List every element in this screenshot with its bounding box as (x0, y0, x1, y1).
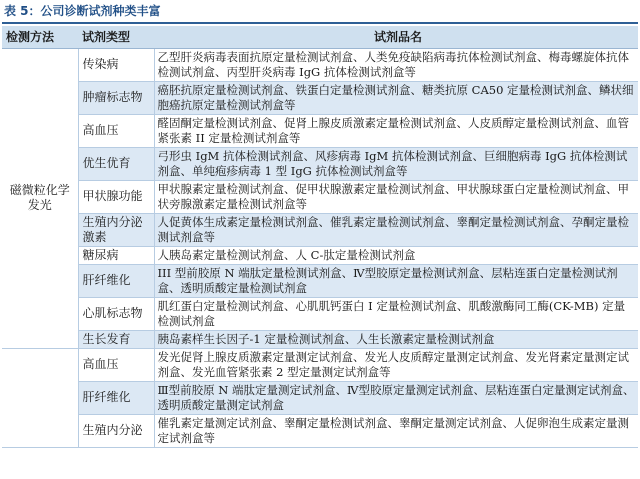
name-cell: 弓形虫 IgM 抗体检测试剂盒、风疹病毒 IgM 抗体检测试剂盒、巨细胞病毒 IgG 抗体检测试剂盒、单纯疱疹病毒 1 型 IgG 抗体检测试剂盒等 (154, 147, 638, 180)
type-cell: 生殖内分泌激素 (78, 213, 154, 246)
name-cell: 乙型肝炎病毒表面抗原定量检测试剂盒、人类免疫缺陷病毒抗体检测试剂盒、梅毒螺旋体抗体检测试剂盒、丙型肝炎病毒 IgG 抗体检测试剂盒等 (154, 48, 638, 81)
type-cell: 传染病 (78, 48, 154, 81)
table-row (2, 381, 638, 414)
name-cell: 催乳素定量测定试剂盒、睾酮定量检测试剂盒、睾酮定量测定试剂盒、人促卵泡生成素定量测定试剂盒等 (154, 414, 638, 447)
reagent-table (2, 26, 638, 448)
name-cell: 人胰岛素定量检测试剂盒、人 C-肽定量检测试剂盒 (154, 246, 638, 264)
type-cell: 甲状腺功能 (78, 180, 154, 213)
table-row (2, 180, 638, 213)
table-row (2, 213, 638, 246)
type-cell: 糖尿病 (78, 246, 154, 264)
name-cell: 胰岛素样生长因子-1 定量检测试剂盒、人生长激素定量检测试剂盒 (154, 330, 638, 348)
table-row (2, 114, 638, 147)
header-method: 检测方法 (2, 26, 78, 48)
method-cell: 磁微粒化学发光 (2, 48, 78, 348)
table-row (2, 414, 638, 447)
type-cell: 优生优育 (78, 147, 154, 180)
type-cell: 心肌标志物 (78, 297, 154, 330)
header-type: 试剂类型 (78, 26, 154, 48)
type-cell: 高血压 (78, 114, 154, 147)
name-cell: 癌胚抗原定量检测试剂盒、铁蛋白定量检测试剂盒、糖类抗原 CA50 定量检测试剂盒、鳞状细胞癌抗原定量检测试剂盒等 (154, 81, 638, 114)
table-row (2, 297, 638, 330)
header-name: 试剂品名 (154, 26, 638, 48)
name-cell: 甲状腺素定量检测试剂盒、促甲状腺激素定量检测试剂盒、甲状腺球蛋白定量检测试剂盒、甲状旁腺激素定量检测试剂盒等 (154, 180, 638, 213)
type-cell: 生长发育 (78, 330, 154, 348)
name-cell: 肌红蛋白定量检测试剂盒、心肌肌钙蛋白 I 定量检测试剂盒、肌酸激酶同工酶(CK-MB) 定量检测试剂盒 (154, 297, 638, 330)
type-cell: 肝纤维化 (78, 381, 154, 414)
method-cell-2 (2, 348, 78, 447)
type-cell: 肿瘤标志物 (78, 81, 154, 114)
name-cell: 醛固酮定量检测试剂盒、促肾上腺皮质激素定量检测试剂盒、人皮质醇定量检测试剂盒、血管紧张素 II 定量检测试剂盒等 (154, 114, 638, 147)
name-cell: III 型前胶原 N 端肽定量检测试剂盒、Ⅳ型胶原定量检测试剂盒、层粘连蛋白定量检测试剂盒、透明质酸定量检测试剂盒 (154, 264, 638, 297)
table-row (2, 330, 638, 348)
table-row (2, 48, 638, 81)
table-row (2, 147, 638, 180)
type-cell: 肝纤维化 (78, 264, 154, 297)
type-cell: 高血压 (78, 348, 154, 381)
table-row (2, 246, 638, 264)
table-row (2, 348, 638, 381)
header-row (2, 26, 638, 48)
table-row (2, 264, 638, 297)
table-caption: 表 5：公司诊断试剂种类丰富 (2, 0, 638, 24)
table-row (2, 81, 638, 114)
name-cell: Ⅲ型前胶原 N 端肽定量测定试剂盒、Ⅳ型胶原定量测定试剂盒、层粘连蛋白定量测定试剂盒、透明质酸定量测定试剂盒 (154, 381, 638, 414)
name-cell: 人促黄体生成素定量检测试剂盒、催乳素定量检测试剂盒、睾酮定量检测试剂盒、孕酮定量检测试剂盒等 (154, 213, 638, 246)
name-cell: 发光促肾上腺皮质激素定量测定试剂盒、发光人皮质醇定量测定试剂盒、发光肾素定量测定试剂盒、发光血管紧张素 2 型定量测定试剂盒等 (154, 348, 638, 381)
type-cell: 生殖内分泌 (78, 414, 154, 447)
